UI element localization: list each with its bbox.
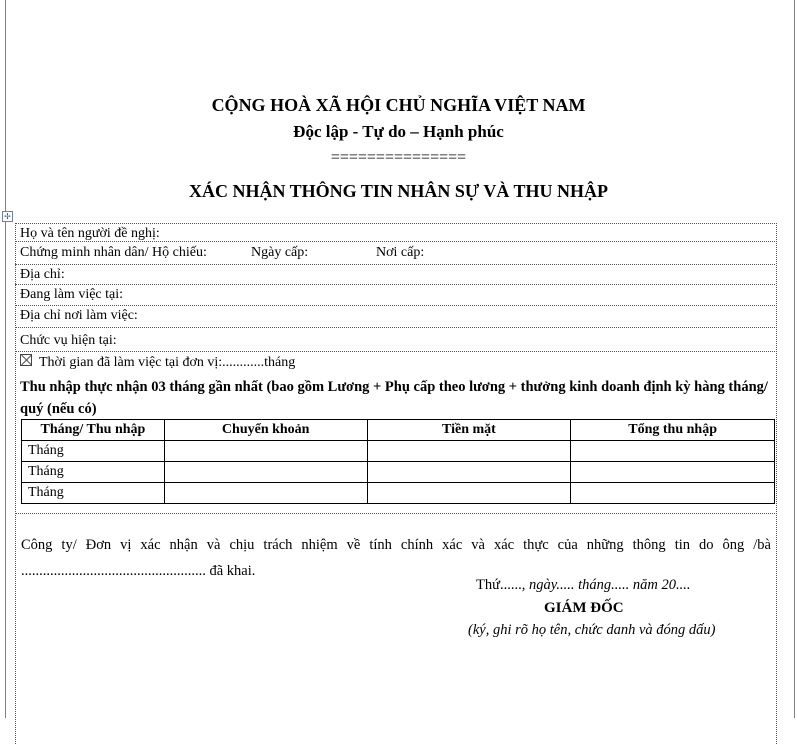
motto-heading: Độc lập - Tự do – Hạnh phúc bbox=[293, 122, 504, 141]
full-name-label: Họ và tên người đề nghị: bbox=[20, 226, 160, 241]
id-card-row[interactable] bbox=[15, 242, 775, 265]
position-row[interactable] bbox=[15, 328, 775, 352]
heading-separator: =============== bbox=[330, 149, 467, 166]
table-cell[interactable] bbox=[571, 483, 775, 504]
id-card-label: Chứng minh nhân dân/ Hộ chiếu: bbox=[20, 245, 207, 260]
date-prefix: Thứ......, bbox=[476, 577, 529, 593]
table-cell[interactable]: Tháng bbox=[22, 462, 165, 483]
confirmation-text: Công ty/ Đơn vị xác nhận và chịu trách nhiệm về tính chính xác và xác thực của những thông tin do ông /bà ................................................... đã khai. bbox=[21, 537, 771, 579]
income-table-header bbox=[22, 420, 775, 441]
table-row bbox=[22, 441, 775, 462]
issue-date-label: Ngày cấp: bbox=[251, 245, 309, 260]
table-cell[interactable]: Tháng bbox=[22, 483, 165, 504]
header-month: Tháng/ Thu nhập bbox=[22, 420, 165, 441]
table-cell[interactable] bbox=[164, 441, 367, 462]
table-cell[interactable] bbox=[164, 483, 367, 504]
header-total: Tổng thu nhập bbox=[571, 420, 775, 441]
table-row bbox=[22, 483, 775, 504]
table-cell[interactable] bbox=[367, 483, 571, 504]
signer-title: GIÁM ĐỐC bbox=[544, 600, 624, 616]
work-duration-label: Thời gian đã làm việc tại đơn vị:............tháng bbox=[39, 355, 296, 370]
workplace-row[interactable] bbox=[15, 285, 775, 306]
work-address-label: Địa chỉ nơi làm việc: bbox=[20, 308, 138, 323]
table-row bbox=[22, 462, 775, 483]
workplace-label: Đang làm việc tại: bbox=[20, 287, 124, 302]
table-cell[interactable]: Tháng bbox=[22, 441, 165, 462]
address-row[interactable] bbox=[15, 265, 775, 285]
move-handle-icon[interactable]: ✢ bbox=[2, 211, 13, 222]
income-title: Thu nhập thực nhận 03 tháng gần nhất (bao gồm Lương + Phụ cấp theo lương + thưởng kinh doanh định kỳ hàng tháng/ quý (nếu có) bbox=[20, 379, 768, 417]
document-title: XÁC NHẬN THÔNG TIN NHÂN SỰ VÀ THU NHẬP bbox=[188, 181, 609, 201]
country-heading: CỘNG HOÀ XÃ HỘI CHỦ NGHĨA VIỆT NAM bbox=[211, 95, 586, 115]
income-table bbox=[21, 419, 775, 504]
work-duration-row[interactable] bbox=[15, 352, 775, 372]
table-cell[interactable] bbox=[367, 462, 571, 483]
table-cell[interactable] bbox=[571, 441, 775, 462]
full-name-row[interactable] bbox=[15, 224, 775, 242]
work-address-row[interactable] bbox=[15, 306, 775, 328]
table-bottom-rule bbox=[15, 513, 775, 514]
checkbox-icon[interactable] bbox=[20, 354, 32, 366]
signature-note: (ký, ghi rõ họ tên, chức danh và đóng dấu) bbox=[468, 622, 716, 638]
header-transfer: Chuyển khoản bbox=[164, 420, 367, 441]
date-rest: ngày..... tháng..... năm 20.... bbox=[528, 577, 691, 593]
address-label: Địa chỉ: bbox=[20, 267, 65, 282]
table-cell[interactable] bbox=[164, 462, 367, 483]
date-line bbox=[476, 577, 690, 594]
table-cell[interactable] bbox=[571, 462, 775, 483]
table-cell[interactable] bbox=[367, 441, 571, 462]
header-cash: Tiền mặt bbox=[367, 420, 571, 441]
position-label: Chức vụ hiện tại: bbox=[20, 333, 117, 348]
issue-place-label: Nơi cấp: bbox=[376, 245, 425, 260]
